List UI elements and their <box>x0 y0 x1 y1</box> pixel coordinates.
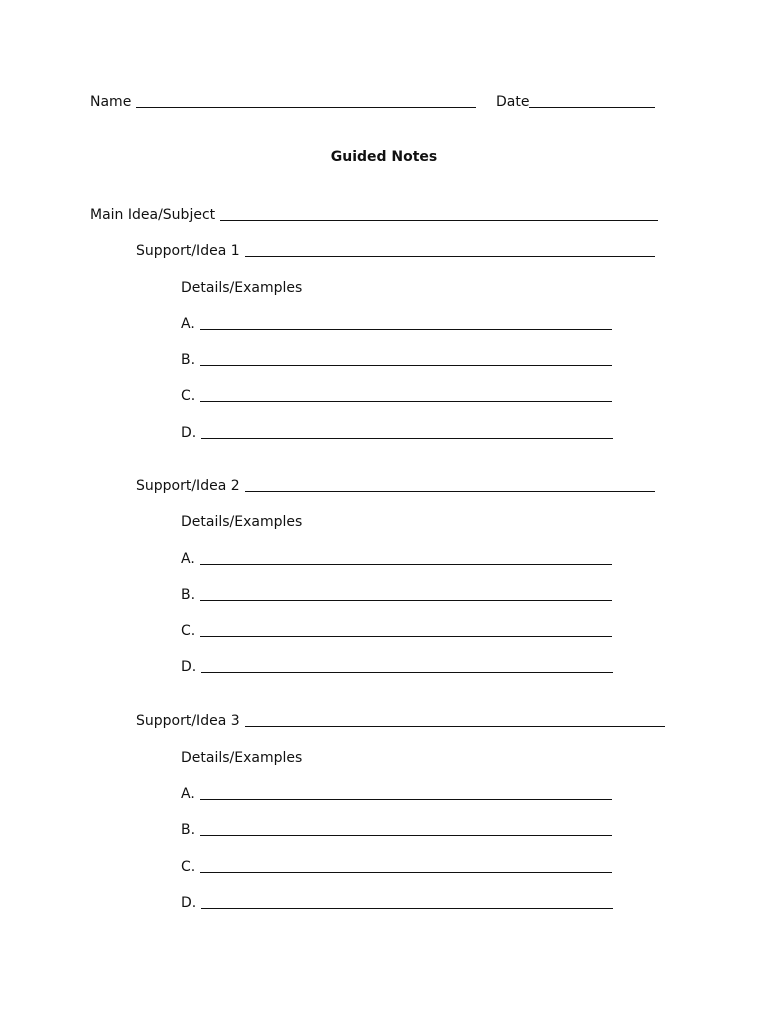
support-3-item-d-field[interactable] <box>201 894 613 909</box>
main-idea-field[interactable] <box>220 206 658 221</box>
support-3-label: Support/Idea 3 <box>136 713 240 729</box>
support-1-item-b <box>181 351 612 369</box>
item-letter: B. <box>181 587 196 603</box>
support-1-item-a-field[interactable] <box>200 315 612 330</box>
name-row <box>90 93 476 111</box>
support-3-row <box>136 712 665 730</box>
item-letter: A. <box>181 551 195 567</box>
support-1-label: Support/Idea 1 <box>136 243 240 259</box>
support-3-item-a <box>181 785 612 803</box>
item-letter: A. <box>181 316 195 332</box>
support-3-item-b <box>181 821 612 839</box>
date-field[interactable] <box>529 93 655 108</box>
support-3-item-c-field[interactable] <box>200 858 612 873</box>
support-1-item-a <box>181 315 612 333</box>
support-3-item-a-field[interactable] <box>200 785 612 800</box>
name-field[interactable] <box>136 93 476 108</box>
item-letter: B. <box>181 352 196 368</box>
details-1-heading <box>181 279 302 297</box>
item-letter: B. <box>181 822 196 838</box>
support-1-item-c <box>181 387 612 405</box>
details-1-label: Details/Examples <box>181 280 303 296</box>
item-letter: C. <box>181 859 196 875</box>
item-letter: A. <box>181 786 195 802</box>
support-1-row <box>136 242 655 260</box>
support-1-field[interactable] <box>245 242 655 257</box>
support-3-item-d <box>181 894 613 912</box>
support-3-field[interactable] <box>245 712 665 727</box>
details-3-label: Details/Examples <box>181 750 303 766</box>
item-letter: D. <box>181 659 197 675</box>
name-label: Name <box>90 94 132 110</box>
support-3-item-b-field[interactable] <box>200 821 612 836</box>
details-2-label: Details/Examples <box>181 514 303 530</box>
date-label: Date <box>496 94 530 110</box>
item-letter: D. <box>181 895 197 911</box>
support-2-item-b <box>181 586 612 604</box>
support-1-item-d <box>181 424 613 442</box>
support-1-item-d-field[interactable] <box>201 424 613 439</box>
support-2-field[interactable] <box>245 477 655 492</box>
details-2-heading <box>181 513 302 531</box>
main-idea-label: Main Idea/Subject <box>90 207 216 223</box>
support-1-item-b-field[interactable] <box>200 351 612 366</box>
item-letter: D. <box>181 425 197 441</box>
support-3-item-c <box>181 858 612 876</box>
item-letter: C. <box>181 623 196 639</box>
support-2-item-c <box>181 622 612 640</box>
date-row <box>496 93 655 111</box>
item-letter: C. <box>181 388 196 404</box>
support-2-item-a <box>181 550 612 568</box>
support-2-label: Support/Idea 2 <box>136 478 240 494</box>
support-1-item-c-field[interactable] <box>200 387 612 402</box>
support-2-item-c-field[interactable] <box>200 622 612 637</box>
support-2-item-b-field[interactable] <box>200 586 612 601</box>
page-title: Guided Notes <box>330 149 438 165</box>
details-3-heading <box>181 749 302 767</box>
support-2-item-d <box>181 658 613 676</box>
support-2-row <box>136 477 655 495</box>
main-idea-row <box>90 206 658 224</box>
support-2-item-d-field[interactable] <box>201 658 613 673</box>
support-2-item-a-field[interactable] <box>200 550 612 565</box>
